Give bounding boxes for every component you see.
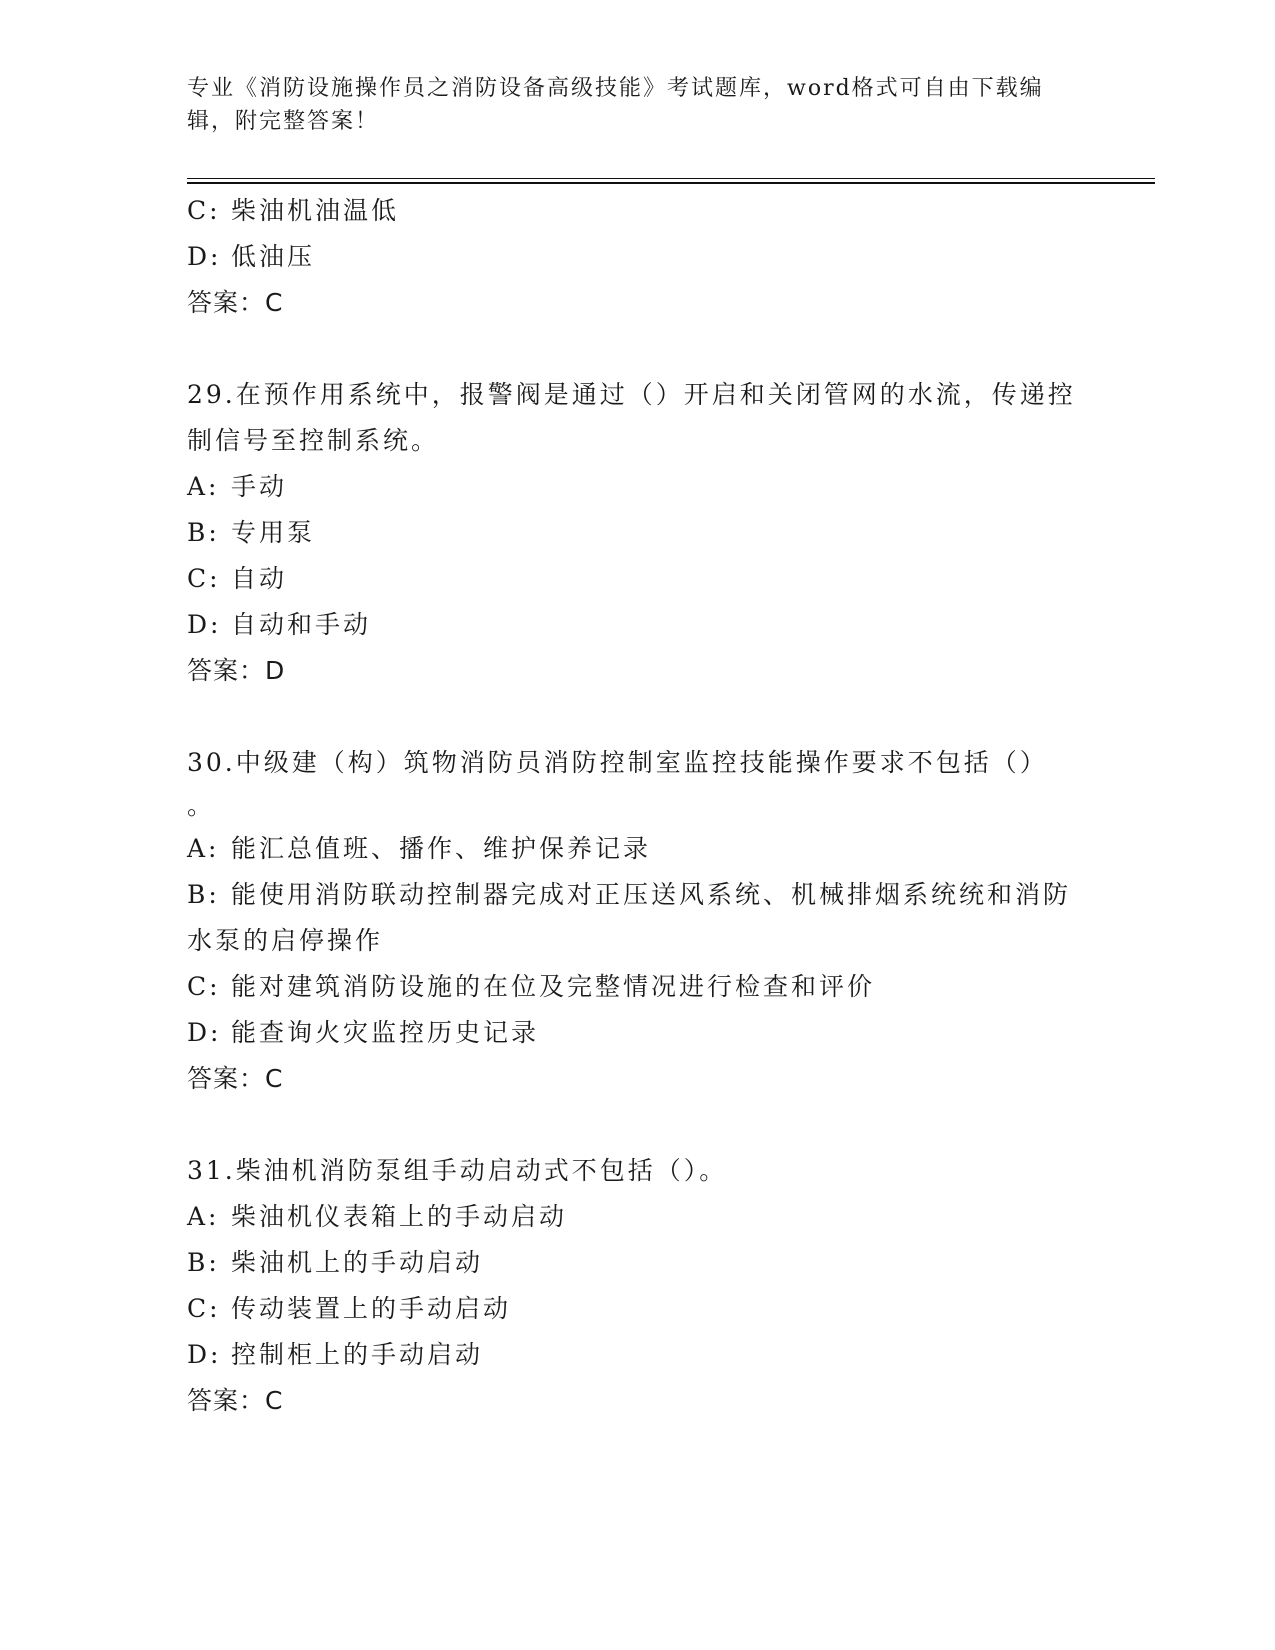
option-text: 自动: [231, 564, 288, 593]
option-label: A:: [187, 1202, 220, 1231]
question-stem: 31.柴油机消防泵组手动启动式不包括（）。: [187, 1156, 728, 1185]
header-divider-thin: [187, 178, 1155, 179]
option-text: 专用泵: [231, 518, 316, 547]
option-b: [187, 510, 1087, 556]
partial-question: [187, 188, 1087, 326]
option-c: [187, 188, 1087, 234]
answer-line: 答案：C: [187, 1386, 284, 1415]
spacer: [187, 694, 1087, 740]
question-content: [187, 188, 1087, 1424]
option-text: 能汇总值班、播作、维护保养记录: [231, 834, 652, 863]
option-text: 能查询火灾监控历史记录: [231, 1018, 540, 1047]
option-label: B:: [187, 1248, 220, 1277]
option-c: [187, 1286, 1087, 1332]
answer-line: 答案：C: [187, 1064, 284, 1093]
option-a: [187, 464, 1087, 510]
document-header: 专业《消防设施操作员之消防设备高级技能》考试题库，word格式可自由下载编辑，附完整答案！: [187, 76, 1044, 134]
option-b: [187, 1240, 1087, 1286]
option-c: [187, 556, 1087, 602]
answer-line: 答案：D: [187, 656, 286, 685]
option-label: C:: [187, 564, 221, 593]
question-29: [187, 372, 1087, 694]
question-31: [187, 1148, 1087, 1424]
option-text: 能对建筑消防设施的在位及完整情况进行检查和评价: [231, 972, 876, 1001]
option-label: C:: [187, 196, 221, 225]
option-a: [187, 1194, 1087, 1240]
question-stem-tail: 。: [187, 791, 216, 820]
answer-line: 答案：C: [187, 288, 284, 317]
header-divider-thick: [187, 182, 1155, 184]
question-stem: 30.中级建（构）筑物消防员消防控制室监控技能操作要求不包括（）: [187, 748, 1048, 777]
option-c: [187, 964, 1087, 1010]
option-label: A:: [187, 834, 220, 863]
option-d: [187, 602, 1087, 648]
option-text: 低油压: [231, 242, 316, 271]
option-label: D:: [187, 1018, 222, 1047]
option-text: 柴油机油温低: [231, 196, 400, 225]
option-label: A:: [187, 472, 220, 501]
option-label: D:: [187, 242, 222, 271]
option-d: [187, 1332, 1087, 1378]
option-label: C:: [187, 1294, 221, 1323]
option-text: 手动: [231, 472, 288, 501]
option-label: D:: [187, 1340, 222, 1369]
option-text: 控制柜上的手动启动: [231, 1340, 484, 1369]
option-text: 能使用消防联动控制器完成对正压送风系统、机械排烟系统统和消防水泵的启停操作: [187, 880, 1072, 955]
option-label: B:: [187, 880, 220, 909]
option-label: C:: [187, 972, 221, 1001]
spacer: [187, 1102, 1087, 1148]
question-stem: 29.在预作用系统中，报警阀是通过（）开启和关闭管网的水流，传递控制信号至控制系统。: [187, 380, 1076, 455]
option-text: 柴油机仪表箱上的手动启动: [231, 1202, 568, 1231]
option-a: [187, 826, 1087, 872]
option-b: [187, 872, 1087, 964]
option-text: 柴油机上的手动启动: [231, 1248, 484, 1277]
option-text: 传动装置上的手动启动: [231, 1294, 512, 1323]
spacer: [187, 326, 1087, 372]
option-label: D:: [187, 610, 222, 639]
option-text: 自动和手动: [231, 610, 372, 639]
question-30: [187, 740, 1087, 1102]
option-label: B:: [187, 518, 220, 547]
option-d: [187, 234, 1087, 280]
option-d: [187, 1010, 1087, 1056]
